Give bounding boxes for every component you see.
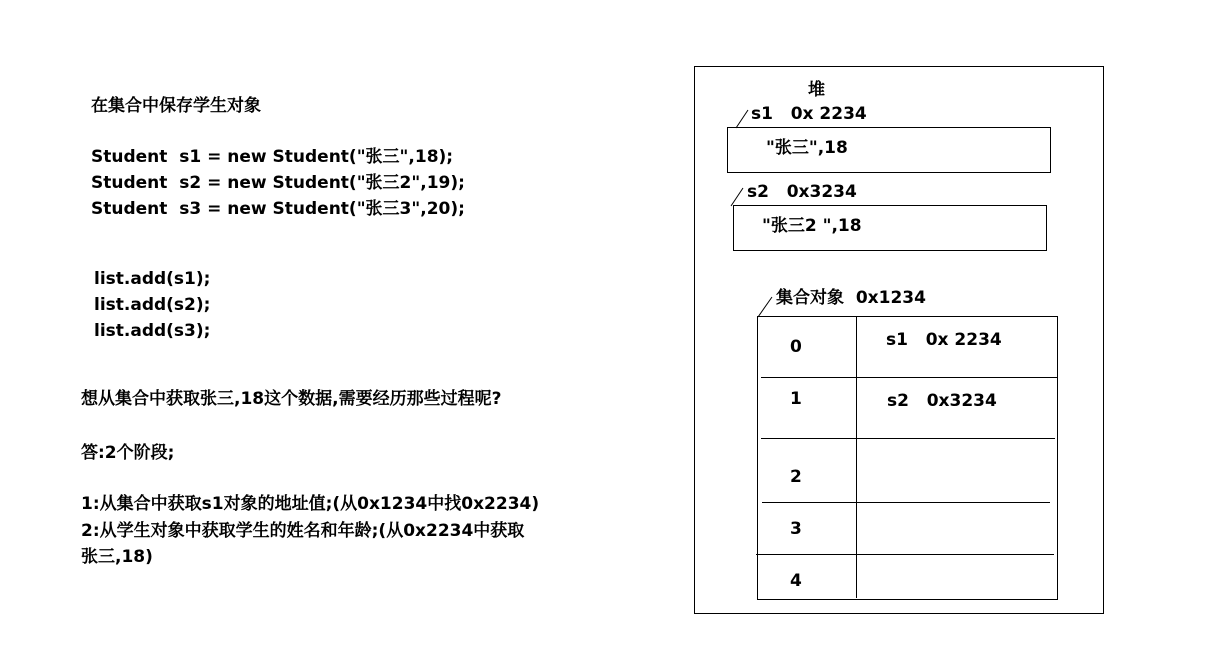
object-label-s1: s1 0x 2234 (751, 104, 867, 124)
add-line: list.add(s3); (94, 321, 211, 341)
collection-table (757, 316, 1058, 600)
row-divider (761, 377, 1058, 378)
code-line: Student s2 = new Student("张三2",19); (91, 173, 465, 193)
heap-title: 堆 (808, 80, 825, 100)
row-divider (762, 502, 1050, 503)
row-value: s2 0x3234 (887, 391, 997, 411)
step-2-text-cont: 张三,18) (81, 547, 153, 567)
row-index: 0 (790, 337, 802, 357)
row-index: 3 (790, 519, 802, 539)
step-1-text: 1:从集合中获取s1对象的地址值;(从0x1234中找0x2234) (81, 494, 540, 514)
row-index: 1 (790, 389, 802, 409)
code-line: Student s3 = new Student("张三3",20); (91, 199, 465, 219)
object-content-s2: "张三2 ",18 (762, 216, 862, 236)
answer-text: 答:2个阶段; (81, 443, 175, 463)
row-index: 2 (790, 467, 802, 487)
tick-line (731, 188, 743, 206)
row-divider (761, 438, 1055, 439)
add-line: list.add(s1); (94, 269, 211, 289)
column-divider (856, 316, 857, 598)
step-2-text: 2:从学生对象中获取学生的姓名和年龄;(从0x2234中获取 (81, 521, 525, 541)
code-line: Student s1 = new Student("张三",18); (91, 147, 454, 167)
question-text: 想从集合中获取张三,18这个数据,需要经历那些过程呢? (81, 389, 502, 409)
row-divider (756, 554, 1054, 555)
tick-line (736, 110, 748, 128)
section-title: 在集合中保存学生对象 (91, 96, 261, 116)
object-content-s1: "张三",18 (766, 138, 848, 158)
add-line: list.add(s2); (94, 295, 211, 315)
object-label-s2: s2 0x3234 (747, 182, 857, 202)
row-index: 4 (790, 571, 802, 591)
tick-line (758, 297, 772, 317)
row-value: s1 0x 2234 (886, 330, 1002, 350)
collection-label: 集合对象 0x1234 (776, 288, 926, 308)
